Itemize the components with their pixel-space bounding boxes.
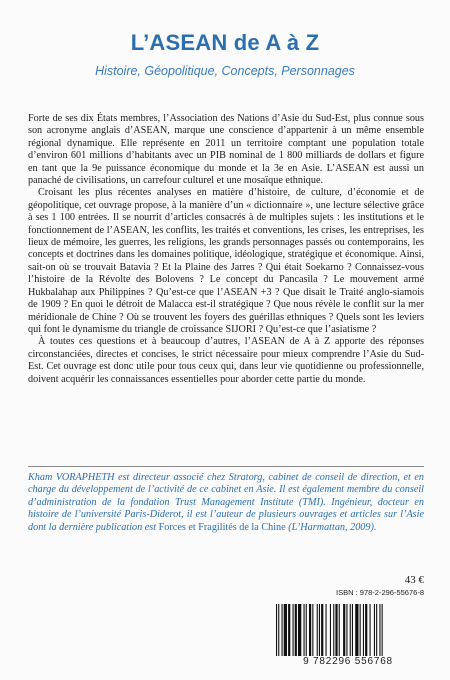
author-latest-book-publisher: (L’Harmattan, 2009). xyxy=(288,521,377,533)
isbn-barcode xyxy=(272,604,424,656)
author-latest-book-title: Forces et Fragilités de la Chine xyxy=(158,521,286,533)
summary-paragraph-1: Forte de ses dix États membres, l’Association des Nations d’Asie du Sud-Est, plus connue sous son acronyme anglais d’ASEAN, marque une conscience d’appartenir à un même ensemble régional dynamique. Elle représente en 2011 un territoire comptant une population totale d’environ 601 millions d’habitants avec un PIB nominal de 1 800 milliards de dollars et figure en tant que la 9e puissance économique du monde et la 3e en Asie. L’ASEAN est aussi un panaché de civilisations, un carrefour culturel et une mosaïque ethnique. xyxy=(28,113,424,187)
author-bio xyxy=(28,472,424,534)
author-bio-text: Kham VORAPHETH est directeur associé chez Stratorg, cabinet de conseil de direction, et en charge du développement de l’activité de ce cabinet en Asie. Il est également membre du conseil d’administration de la fondation Trust Management Institute (TMI). Ingénieur, docteur en histoire de l’université Paris-Diderot, il est l’auteur de plusieurs ouvrages et articles sur l’Asie dont la dernière publication est xyxy=(28,472,424,533)
isbn-label: ISBN : 978-2-296-55676-8 xyxy=(336,588,424,597)
barcode-number: 9 782296 556768 xyxy=(303,656,393,667)
summary-paragraph-2: Croisant les plus récentes analyses en matière d’histoire, de culture, d’économie et de géopolitique, cet ouvrage propose, à la manière d’un « dictionnaire », une lecture sélective grâce à ses 1 100 entrées. Il se nourrit d’articles consacrés à de multiples sujets : les institutions et le fonctionnement de l’ASEAN, les conflits, les traités et conventions, les crises, les entreprises, les lieux de mémoire, les guerres, les religions, les grands personnages passés ou contemporains, les concepts et doctrines dans les domaines politique, idéologique, stratégique et économique. Ainsi, sait-on où se trouvait Batavia ? Et la Plaine des Jarres ? Qui était Soekarno ? Connaissez-vous l’histoire de la Révolte des Bolovens ? Le concept du Pancasila ? Le mouvement armé Hukbalahap aux Philippines ? Qu’est-ce que l’ASEAN +3 ? Que disait le Traité anglo-siamois de 1909 ? En quoi le détroit de Malacca est-il stratégique ? Que nous révèle le conflit sur la mer méridionale de Chine ? Où se trouvent les foyers des guérillas ethniques ? Quels sont les leviers qui font le dynamisme du triangle de croissance SIJORI ? Qu’est-ce que l’asiatisme ? xyxy=(28,187,424,335)
summary-paragraph-3: À toutes ces questions et à beaucoup d’autres, l’ASEAN de A à Z apporte des réponses circonstanciées, directes et concises, le strict nécessaire pour mieux comprendre l’Asie du Sud-Est. Cet ouvrage est donc utile pour tous ceux qui, dans leur vie quotidienne ou professionnelle, doivent acquérir les connaissances essentielles pour aborder cette partie du monde. xyxy=(28,336,424,385)
book-title: L’ASEAN de A à Z xyxy=(130,30,320,55)
section-divider xyxy=(28,466,424,467)
back-cover-summary xyxy=(28,113,424,386)
price-label: 43 € xyxy=(404,574,424,586)
book-subtitle: Histoire, Géopolitique, Concepts, Personnages xyxy=(95,64,355,78)
